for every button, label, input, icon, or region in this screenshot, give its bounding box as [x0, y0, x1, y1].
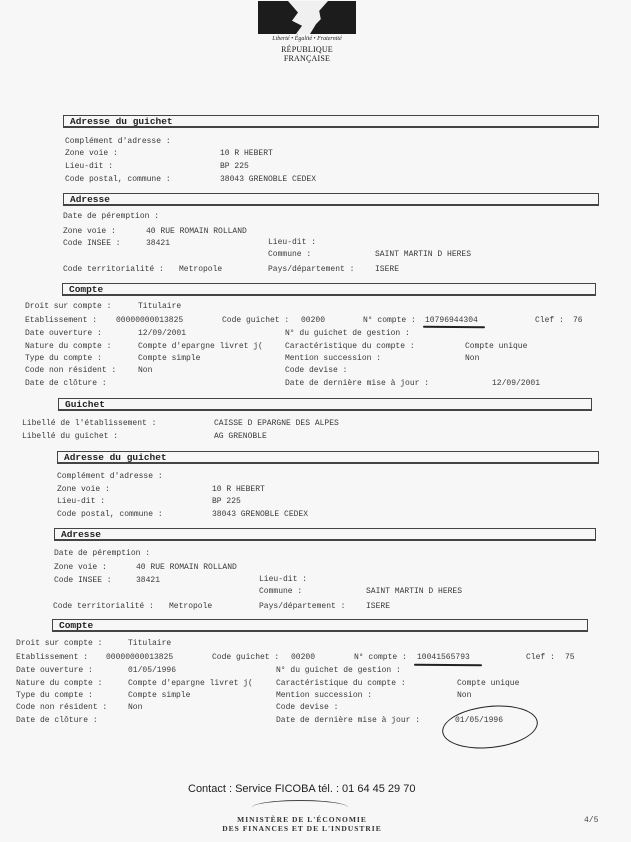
ministry-line-1: MINISTÈRE DE L'ÉCONOMIE	[237, 815, 367, 824]
section-compte-2	[52, 619, 588, 632]
type-label: Type du compte :	[16, 691, 93, 700]
lieu-dit-label: Lieu-dit :	[57, 497, 106, 506]
non-resident-value: Non	[128, 703, 143, 712]
etablissement-value: 00000000013825	[116, 316, 184, 325]
section-compte-1	[62, 283, 596, 296]
type-label: Type du compte :	[25, 354, 102, 363]
ministry-name	[222, 815, 382, 833]
clef-value: 75	[565, 653, 575, 662]
commune-value: SAINT MARTIN D HERES	[366, 587, 463, 596]
zone-voie-label: Zone voie :	[63, 227, 116, 236]
num-compte-value: 10796944304	[425, 316, 478, 325]
commune-value: SAINT MARTIN D HERES	[375, 250, 472, 259]
section-adresse-guichet-1	[63, 115, 599, 128]
libelle-guichet-label: Libellé du guichet :	[22, 432, 119, 441]
maj-value: 12/09/2001	[492, 379, 541, 388]
pays-value: ISERE	[366, 602, 391, 611]
droit-label: Droit sur compte :	[16, 639, 103, 648]
marianne-logo	[258, 1, 356, 34]
maj-label: Date de dernière mise à jour :	[276, 716, 421, 725]
page-number: 4/5	[584, 816, 599, 825]
republic-name: RÉPUBLIQUE FRANÇAISE	[281, 45, 333, 63]
caracteristique-value: Compte unique	[465, 342, 528, 351]
succession-label: Mention succession :	[285, 354, 382, 363]
etablissement-value: 00000000013825	[106, 653, 174, 662]
ouverture-label: Date ouverture :	[16, 666, 93, 675]
non-resident-value: Non	[138, 366, 153, 375]
peremption-label: Date de péremption :	[63, 212, 160, 221]
section-title: Adresse	[70, 194, 110, 205]
code-guichet-value: 00200	[291, 653, 316, 662]
ministry-logo-arc	[252, 800, 348, 815]
pays-label: Pays/département :	[268, 265, 355, 274]
zone-voie-label: Zone voie :	[54, 563, 107, 572]
pays-value: ISERE	[375, 265, 400, 274]
non-resident-label: Code non résident :	[16, 703, 108, 712]
section-title: Adresse du guichet	[70, 116, 173, 127]
libelle-etab-value: CAISSE D EPARGNE DES ALPES	[214, 419, 339, 428]
section-adresse-guichet-2	[57, 451, 599, 464]
zone-voie-value: 10 R HEBERT	[220, 149, 273, 158]
lieu-dit-value: BP 225	[212, 497, 241, 506]
cp-commune-label: Code postal, commune :	[57, 510, 163, 519]
etablissement-label: Etablissement :	[25, 316, 98, 325]
insee-value: 38421	[136, 576, 161, 585]
guichet-gestion-label: N° du guichet de gestion :	[285, 329, 410, 338]
lieu-dit-label: Lieu-dit :	[259, 575, 308, 584]
lieu-dit-label: Lieu-dit :	[65, 162, 114, 171]
lieu-dit-label: Lieu-dit :	[268, 238, 317, 247]
contact-line: Contact : Service FICOBA tél. : 01 64 45 29 70	[188, 783, 416, 795]
section-title: Adresse du guichet	[64, 452, 167, 463]
commune-label: Commune :	[259, 587, 303, 596]
code-guichet-label: Code guichet :	[222, 316, 290, 325]
libelle-etab-label: Libellé de l'établissement :	[22, 419, 157, 428]
ouverture-value: 12/09/2001	[138, 329, 187, 338]
ouverture-value: 01/05/1996	[128, 666, 177, 675]
nature-value: Compte d'epargne livret j(	[128, 679, 253, 688]
clef-label: Clef :	[535, 316, 564, 325]
marianne-profile-icon	[288, 1, 328, 34]
non-resident-label: Code non résident :	[25, 366, 117, 375]
num-compte-value: 10041565793	[417, 653, 470, 662]
lieu-dit-value: BP 225	[220, 162, 249, 171]
complement-label: Complément d'adresse :	[57, 472, 163, 481]
territorialite-label: Code territorialité :	[63, 265, 164, 274]
cp-commune-value: 38043 GRENOBLE CEDEX	[212, 510, 309, 519]
devise-label: Code devise :	[276, 703, 339, 712]
cloture-label: Date de clôture :	[16, 716, 98, 725]
libelle-guichet-value: AG GRENOBLE	[214, 432, 267, 441]
commune-label: Commune :	[268, 250, 312, 259]
insee-label: Code INSEE :	[54, 576, 112, 585]
maj-label: Date de dernière mise à jour :	[285, 379, 430, 388]
type-value: Compte simple	[138, 354, 201, 363]
section-title: Compte	[69, 284, 104, 295]
nature-value: Compte d'epargne livret j(	[138, 342, 263, 351]
maj-value: 01/05/1996	[455, 716, 504, 725]
insee-value: 38421	[146, 239, 171, 248]
clef-value: 76	[573, 316, 583, 325]
ouverture-label: Date ouverture :	[25, 329, 102, 338]
guichet-gestion-label: N° du guichet de gestion :	[276, 666, 401, 675]
section-title: Guichet	[65, 399, 105, 410]
territorialite-label: Code territorialité :	[53, 602, 154, 611]
succession-label: Mention succession :	[276, 691, 373, 700]
ministry-line-2: DES FINANCES ET DE L'INDUSTRIE	[222, 824, 382, 833]
code-guichet-label: Code guichet :	[212, 653, 280, 662]
etablissement-label: Etablissement :	[16, 653, 89, 662]
section-title: Adresse	[61, 529, 101, 540]
section-guichet	[58, 398, 592, 411]
insee-label: Code INSEE :	[63, 239, 121, 248]
type-value: Compte simple	[128, 691, 191, 700]
droit-label: Droit sur compte :	[25, 302, 112, 311]
num-compte-label: N° compte :	[363, 316, 416, 325]
peremption-label: Date de péremption :	[54, 549, 151, 558]
succession-value: Non	[457, 691, 472, 700]
handwritten-underline	[414, 664, 482, 667]
zone-voie-value: 10 R HEBERT	[212, 485, 265, 494]
section-title: Compte	[59, 620, 94, 631]
devise-label: Code devise :	[285, 366, 348, 375]
zone-voie-label: Zone voie :	[57, 485, 110, 494]
clef-label: Clef :	[526, 653, 555, 662]
caracteristique-label: Caractéristique du compte :	[276, 679, 406, 688]
nature-label: Nature du compte :	[25, 342, 112, 351]
pays-label: Pays/département :	[259, 602, 346, 611]
zone-voie-value: 40 RUE ROMAIN ROLLAND	[146, 227, 247, 236]
nature-label: Nature du compte :	[16, 679, 103, 688]
droit-value: Titulaire	[128, 639, 172, 648]
complement-label: Complément d'adresse :	[65, 137, 171, 146]
republic-motto: Liberté • Égalité • Fraternité	[272, 36, 342, 42]
caracteristique-label: Caractéristique du compte :	[285, 342, 415, 351]
num-compte-label: N° compte :	[354, 653, 407, 662]
territorialite-value: Metropole	[169, 602, 213, 611]
cp-commune-label: Code postal, commune :	[65, 175, 171, 184]
code-guichet-value: 00200	[301, 316, 326, 325]
handwritten-underline	[423, 326, 485, 329]
section-adresse-2	[54, 528, 596, 541]
cp-commune-value: 38043 GRENOBLE CEDEX	[220, 175, 317, 184]
succession-value: Non	[465, 354, 480, 363]
handwritten-circle	[440, 701, 540, 753]
cloture-label: Date de clôture :	[25, 379, 107, 388]
section-adresse-1	[63, 193, 599, 206]
droit-value: Titulaire	[138, 302, 182, 311]
zone-voie-value: 40 RUE ROMAIN ROLLAND	[136, 563, 237, 572]
territorialite-value: Metropole	[179, 265, 223, 274]
caracteristique-value: Compte unique	[457, 679, 520, 688]
zone-voie-label: Zone voie :	[65, 149, 118, 158]
